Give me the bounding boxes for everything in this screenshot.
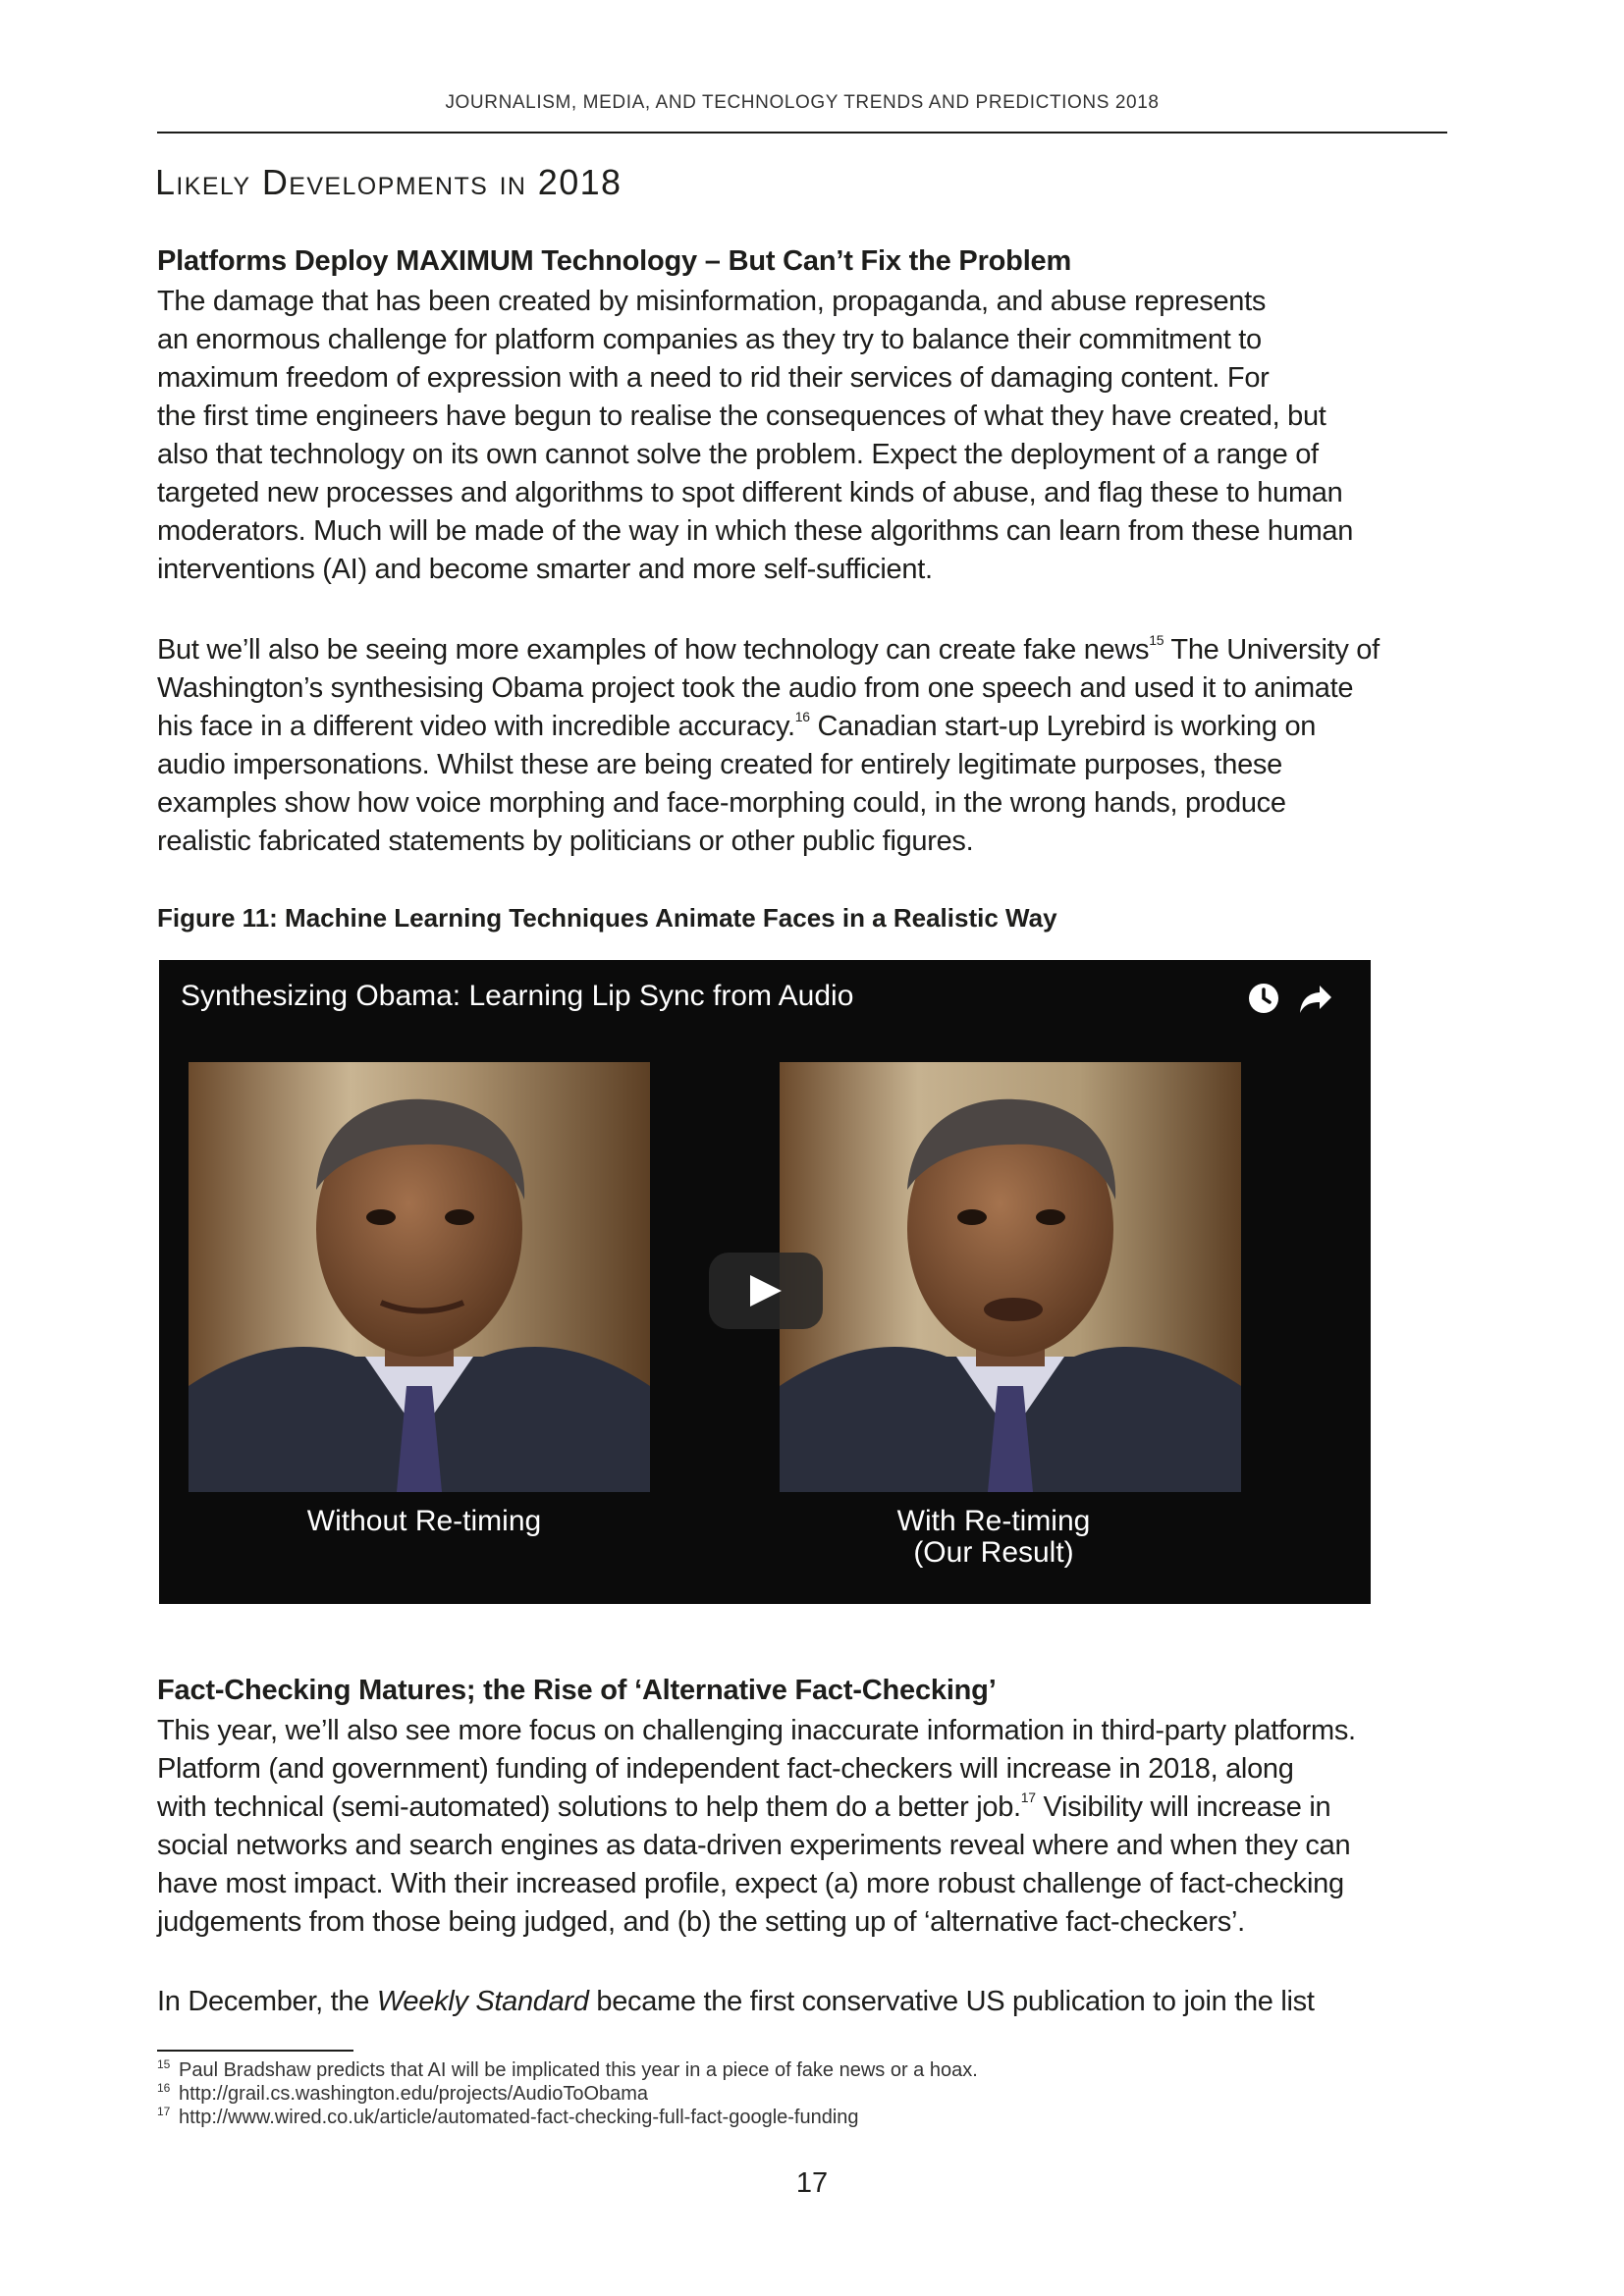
- text-line: targeted new processes and algorithms to spot different kinds of abuse, and flag these to human: [157, 477, 1343, 508]
- video-label-without-retiming: Without Re-timing: [306, 1505, 542, 1537]
- footnote-ref-16[interactable]: 16: [794, 709, 810, 724]
- clock-icon[interactable]: [1247, 982, 1280, 1015]
- footnote-number: 15: [157, 2057, 171, 2071]
- video-frame-left: [189, 1062, 650, 1492]
- subheading-fact-checking: Fact-Checking Matures; the Rise of ‘Alternative Fact-Checking’: [157, 1675, 997, 1706]
- text-line: Washington’s synthesising Obama project took the audio from one speech and used it to animate: [157, 672, 1354, 704]
- text-line: interventions (AI) and become smarter and more self-sufficient.: [157, 554, 933, 585]
- subheading-platforms: Platforms Deploy MAXIMUM Technology – But Can’t Fix the Problem: [157, 245, 1072, 277]
- text-line: an enormous challenge for platform companies as they try to balance their commitment to: [157, 324, 1262, 355]
- text-line: audio impersonations. Whilst these are being created for entirely legitimate purposes, these: [157, 749, 1282, 780]
- play-icon: [748, 1274, 784, 1308]
- footnote-ref-15[interactable]: 15: [1149, 632, 1164, 648]
- video-label-with-retiming: [837, 1506, 1151, 1569]
- paragraph-fake-news: [157, 631, 1453, 861]
- video-title[interactable]: Synthesizing Obama: Learning Lip Sync from Audio: [181, 980, 854, 1012]
- text-line: the first time engineers have begun to realise the consequences of what they have created, but: [157, 400, 1326, 432]
- text-line: have most impact. With their increased profile, expect (a) more robust challenge of fact-checking: [157, 1868, 1344, 1899]
- label-line: (Our Result): [913, 1536, 1074, 1569]
- text-line: judgements from those being judged, and (b) the setting up of ‘alternative fact-checkers’.: [157, 1906, 1245, 1938]
- video-frame-right: [780, 1062, 1241, 1492]
- footnote-ref-17[interactable]: 17: [1020, 1789, 1036, 1805]
- text-line: with technical (semi-automated) solutions to help them do a better job.$^{17}$ Visibility will increase in: [157, 1789, 1331, 1823]
- label-line: With Re-timing: [896, 1505, 1091, 1537]
- running-header: JOURNALISM, MEDIA, AND TECHNOLOGY TRENDS AND PREDICTIONS 2018: [445, 92, 1160, 113]
- footnote-15: [157, 2057, 978, 2082]
- header-rule: [157, 132, 1447, 133]
- figure-caption: Figure 11: Machine Learning Techniques Animate Faces in a Realistic Way: [157, 903, 1057, 933]
- footnote-rule: [157, 2050, 353, 2052]
- publication-name: Weekly Standard: [376, 1986, 589, 2017]
- text-line: examples show how voice morphing and face-morphing could, in the wrong hands, produce: [157, 787, 1286, 819]
- footnote-number: 16: [157, 2081, 171, 2095]
- footnote-17: [157, 2105, 859, 2129]
- footnote-text: Paul Bradshaw predicts that AI will be implicated this year in a piece of fake news or a hoax.: [179, 2059, 978, 2081]
- text-line: Platform (and government) funding of independent fact-checkers will increase in 2018, along: [157, 1753, 1294, 1785]
- text-line: This year, we’ll also see more focus on challenging inaccurate information in third-party platforms.: [157, 1715, 1356, 1746]
- text-line: also that technology on its own cannot solve the problem. Expect the deployment of a range of: [157, 439, 1319, 470]
- text-line: his face in a different video with incredible accuracy.$^{16}$ Canadian start-up Lyrebird is working on: [157, 709, 1317, 742]
- play-button[interactable]: [709, 1253, 823, 1329]
- footnote-16: [157, 2081, 648, 2106]
- page-number: 17: [795, 2167, 829, 2199]
- text-line: maximum freedom of expression with a need to rid their services of damaging content. For: [157, 362, 1270, 394]
- text-line: In December, the Weekly Standard became the first conservative US publication to join the list: [157, 1986, 1315, 2017]
- footnote-link[interactable]: http://www.wired.co.uk/article/automated-fact-checking-full-fact-google-funding: [179, 2107, 859, 2128]
- footnote-number: 17: [157, 2105, 171, 2118]
- text-line: The damage that has been created by misinformation, propaganda, and abuse represents: [157, 286, 1267, 317]
- text-line: moderators. Much will be made of the way in which these algorithms can learn from these human: [157, 515, 1354, 547]
- text-line: social networks and search engines as data-driven experiments reveal where and when they can: [157, 1830, 1351, 1861]
- video-player[interactable]: [159, 960, 1371, 1604]
- section-title: Likely Developments in 2018: [155, 162, 623, 202]
- share-icon[interactable]: [1298, 984, 1333, 1015]
- text-line: But we’ll also be seeing more examples of how technology can create fake news$^{15}$ The University of: [157, 632, 1380, 666]
- footnote-link[interactable]: http://grail.cs.washington.edu/projects/AudioToObama: [179, 2083, 649, 2105]
- text-line: realistic fabricated statements by politicians or other public figures.: [157, 826, 974, 857]
- paragraph-platforms: [157, 283, 1453, 589]
- paragraph-december: [157, 1983, 1453, 2021]
- paragraph-fact-checking: [157, 1712, 1453, 1942]
